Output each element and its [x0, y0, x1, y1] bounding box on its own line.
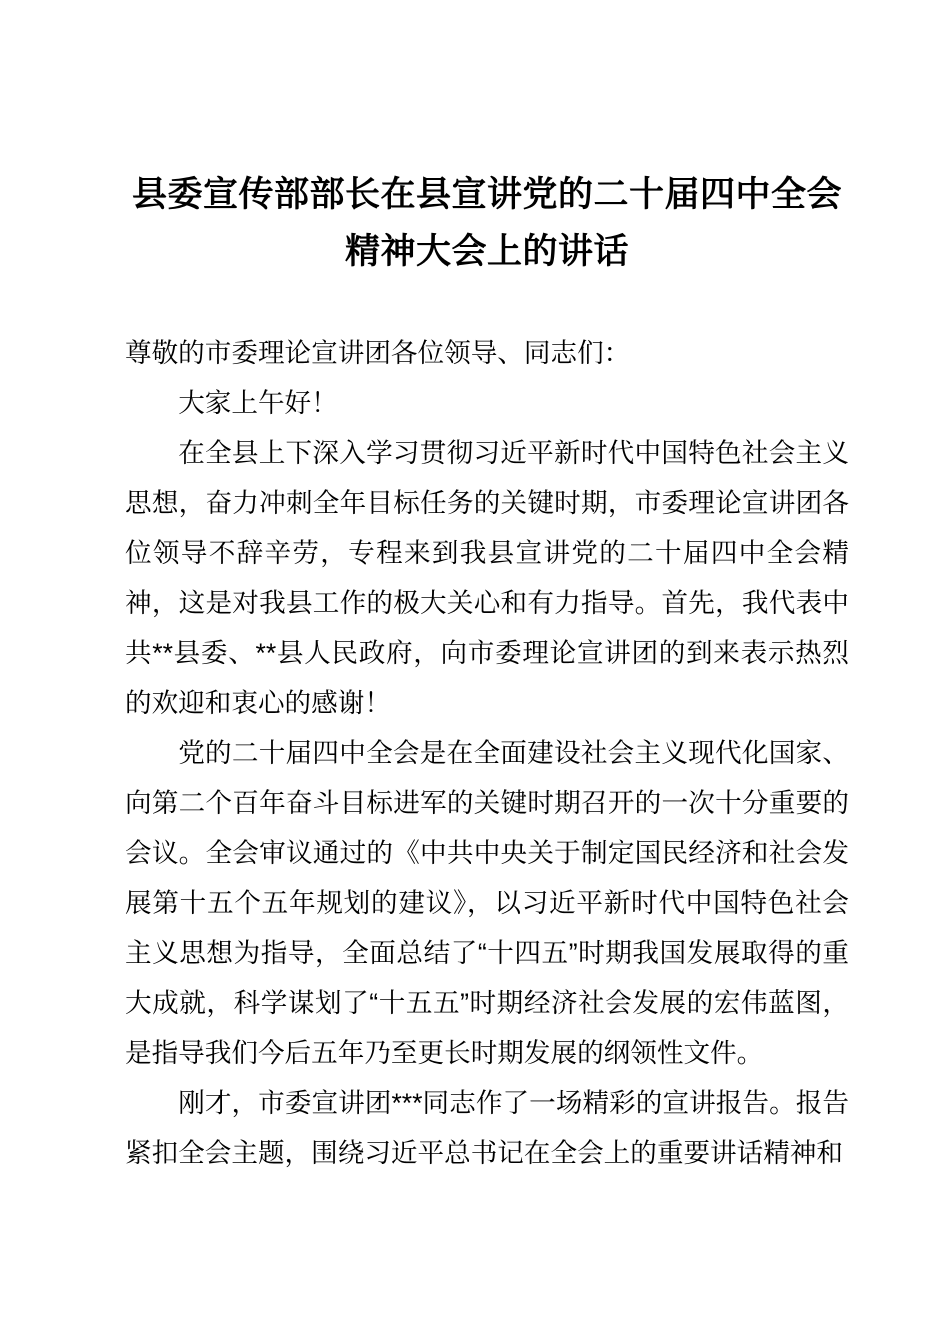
paragraph-body-2: 党的二十届四中全会是在全面建设社会主义现代化国家、向第二个百年奋斗目标进军的关键时期召开的一次十分重要的会议。全会审议通过的《中共中央关于制定国民经济和社会发展第十五个五年规划的建议》，以习近平新时代中国特色社会主义思想为指导，全面总结了“十四五”时期我国发展取得的重大成就，科学谋划了“十五五”时期经济社会发展的宏伟蓝图，是指导我们今后五年乃至更长时期发展的纲领性文件。: [125, 738, 849, 1068]
paragraph-salutation: 尊敬的市委理论宣讲团各位领导、同志们：: [125, 338, 631, 368]
paragraph-greeting: 大家上午好！: [178, 388, 338, 418]
paragraph-body-1: 在全县上下深入学习贯彻习近平新时代中国特色社会主义思想，奋力冲刺全年目标任务的关键时期，市委理论宣讲团各位领导不辞辛劳，专程来到我县宣讲党的二十届四中全会精神，这是对我县工作的极大关心和有力指导。首先，我代表中共**县委、**县人民政府，向市委理论宣讲团的到来表示热烈的欢迎和衷心的感谢！: [125, 438, 849, 718]
document-title: 县委宣传部部长在县宣讲党的二十届四中全会精神大会上的讲话: [131, 175, 842, 271]
document-body: [125, 328, 849, 1178]
paragraph-body-3: 刚才，市委宣讲团***同志作了一场精彩的宣讲报告。报告紧扣全会主题，围绕习近平总书记在全会上的重要讲话精神和: [125, 1088, 849, 1168]
